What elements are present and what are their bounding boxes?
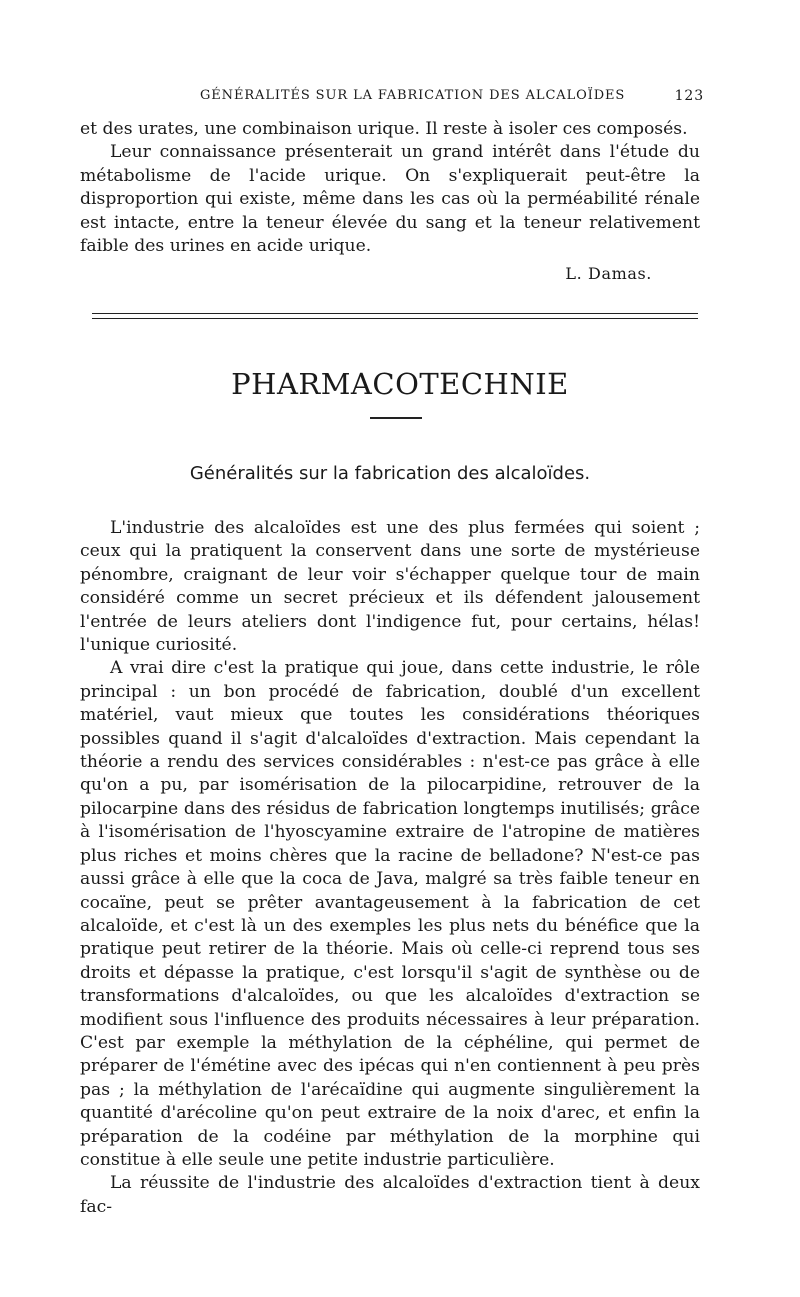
- previous-article-text: [80, 118, 700, 258]
- paragraph: A vrai dire c'est la pratique qui joue, dans cette industrie, le rôle principal : un bon procédé de fabrication, doublé d'un excellent matériel, vaut mieux que toutes les considérations théoriques possibles quand il s'agit d'alcaloïdes d'extraction. Mais cependant la théorie a rendu des services considérables : n'est-ce pas grâce à elle qu'on a pu, par isomérisation de la pilocarpidine, retrouver de la pilocarpine dans des résidus de fabrication longtemps inutilisés; grâce à l'isomérisation de l'hyoscyamine extraire de l'atropine de matières plus riches et moins chères que la racine de belladone? N'est-ce pas aussi grâce à elle que la coca de Java, malgré sa très faible teneur en cocaïne, peut se prêter avantageusement à la fabrication de cet alcaloïde, et c'est là un des exemples les plus nets du bénéfice que la pratique peut retirer de la théorie. Mais où celle-ci reprend tous ses droits et dépasse la pratique, c'est lorsqu'il s'agit de synthèse ou de transformations d'alcaloïdes, ou que les alcaloïdes d'extraction se modifient sous l'influence des produits nécessaires à leur préparation. C'est par exemple la méthylation de la céphéline, qui permet de préparer de l'émétine avec des ipécas qui n'en contiennent à peu près pas ; la méthylation de l'arécaïdine qui augmente singulièrement la quantité d'arécoline qu'on peut extraire de la noix d'arec, et enfin la préparation de la codéine par méthylation de la morphine qui constitue à elle seule une petite industrie particulière.: [80, 658, 700, 1170]
- page-number: 123: [674, 88, 704, 104]
- paragraph: La réussite de l'industrie des alcaloïdes d'extraction tient à deux fac-: [80, 1173, 700, 1217]
- article-text: [80, 517, 700, 1219]
- paragraph: L'industrie des alcaloïdes est une des plus fermées qui soient ; ceux qui la pratiquent la conservent dans une sorte de mystérieuse pénombre, craignant de leur voir s'échapper quelque tour de main considéré comme un secret précieux et ils défendent jalousement l'entrée de leurs ateliers dont l'indigence fut, pour certains, hélas! l'unique curiosité.: [80, 518, 700, 656]
- section-divider: [92, 318, 698, 319]
- section-title: PHARMACOTECHNIE: [231, 367, 569, 401]
- author-signature: L. Damas.: [565, 264, 652, 283]
- running-head-title: GÉNÉRALITÉS SUR LA FABRICATION DES ALCALOÏDES: [200, 88, 626, 103]
- title-underline: [370, 417, 422, 419]
- section-divider: [92, 313, 698, 314]
- running-head: [200, 88, 704, 108]
- paragraph: Leur connaissance présenterait un grand intérêt dans l'étude du métabolisme de l'acide urique. On s'expliquerait peut-être la disproportion qui existe, même dans les cas où la perméabilité rénale est intacte, entre la teneur élevée du sang et la teneur relativement faible des urines en acide urique.: [80, 142, 700, 257]
- paragraph: et des urates, une combinaison urique. Il reste à isoler ces composés.: [80, 119, 688, 139]
- article-subtitle: Généralités sur la fabrication des alcaloïdes.: [189, 463, 591, 484]
